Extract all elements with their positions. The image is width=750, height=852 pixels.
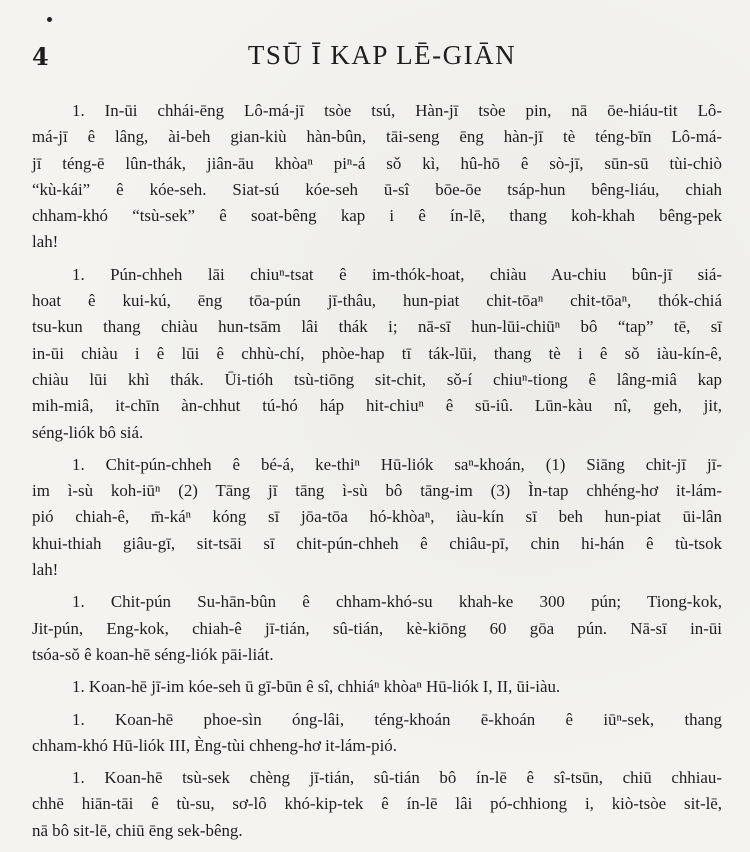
text-line: hoat ê kui-kú, ēng tōa-pún jī-thâu, hun-piat chit-tōaⁿ chit-tōaⁿ, thók-chiá (32, 291, 722, 311)
text-line: jī téng-ē lûn-thák, jiân-āu khòaⁿ piⁿ-á sǒ kì, hû-hō ê sò-jī, sūn-sū tùi-chiò (32, 153, 722, 173)
body-text (32, 98, 722, 850)
text-line: chham-khó Hū-liók III, Èng-tùi chheng-hơ it-lám-pió. (32, 735, 397, 755)
paragraph (32, 98, 722, 256)
running-title: TSŪ Ī KAP LĒ-GIĀN (247, 40, 517, 70)
text-line: lah! (32, 232, 59, 252)
text-line: 1. Koan-hē tsù-sek chèng jī-tián, sû-tián bô ín-lē ê sî-tsūn, chiū chhiau- (72, 768, 722, 788)
text-line: lah! (32, 560, 59, 580)
page-number: 4 (32, 42, 49, 71)
text-line: Jit-pún, Eng-kok, chiah-ê jī-tián, sû-tián, kè-kiōng 60 gōa pún. Nā-sī in-ūi (32, 618, 722, 638)
text-line: pió chiah-ê, m̄-káⁿ kóng sī jōa-tōa hó-khòaⁿ, iàu-kín sī beh hun-piat ūi-lân (32, 507, 722, 527)
paragraph (32, 765, 722, 844)
text-line: nā bô sit-lē, chiū ēng sek-bêng. (32, 820, 243, 840)
text-line: tsu-kun thang chiàu hun-tsām lâi thák i; nā-sī hun-lūi-chiūⁿ bô “tap” tē, sī (32, 317, 722, 337)
paragraph (32, 262, 722, 446)
paragraph (32, 589, 722, 668)
text-line: 1. Koan-hē phoe-sìn óng-lâi, téng-khoán ē-khoán ê iūⁿ-sek, thang (72, 709, 722, 729)
text-line: 1. In-ūi chhái-ēng Lô-má-jī tsòe tsú, Hàn-jī tsòe pin, nā ōe-hiáu-tit Lô- (72, 101, 722, 120)
text-line: in-ūi chiàu i ê lūi ê chhù-chí, phòe-hap tī ták-lūi, thang tè i ê sǒ iàu-kín-ê, (32, 343, 722, 363)
text-line: im ì-sù koh-iūⁿ (2) Tāng jī tāng ì-sù bô tāng-im (3) Ìn-tap chhéng-hơ it-lám- (32, 481, 722, 501)
text-line: mih-miâ, it-chīn àn-chhut tú-hó háp hit-chiuⁿ ê sū-iû. Lūn-kàu nî, geh, jit, (32, 396, 722, 416)
text-line: chhē hiān-tāi ê tù-su, sơ-lô khó-kip-tek ê ín-lē lâi pó-chhiong i, kiò-tsòe sit-lē, (32, 794, 722, 814)
text-line: “kù-kái” ê kóe-seh. Siat-sú kóe-seh ū-sî bōe-ōe tsáp-hun bêng-liáu, chiah (32, 179, 722, 199)
text-line: 1. Chit-pún-chheh ê bé-á, ke-thiⁿ Hū-liók saⁿ-khoán, (1) Siāng chit-jī jī- (72, 454, 722, 474)
paragraph (32, 674, 722, 700)
text-line: tsóa-sǒ ê koan-hē séng-liók pāi-liát. (32, 644, 274, 664)
paragraph (32, 452, 722, 583)
text-line: 1. Chit-pún Su-hān-bûn ê chham-khó-su khah-ke 300 pún; Tiong-kok, (72, 592, 722, 612)
ink-dot (47, 17, 52, 22)
paragraph (32, 707, 722, 760)
text-line: khui-thiah giâu-gī, sit-tsāi sī chit-pún-chheh ê chiâu-pī, chin hi-hán ê tù-tsok (32, 533, 722, 553)
text-line: séng-liók bô siá. (32, 422, 144, 442)
text-line: chham-khó “tsù-sek” ê soat-bêng kap i ê ín-lē, thang koh-khah bêng-pek (32, 206, 722, 226)
text-line: 1. Koan-hē jī-im kóe-seh ū gī-būn ê sî, chhiáⁿ khòaⁿ Hū-liók I, II, ūi-iàu. (72, 677, 561, 697)
text-line: 1. Pún-chheh lāi chiuⁿ-tsat ê im-thók-hoat, chiàu Au-chiu bûn-jī siá- (72, 264, 722, 284)
text-line: má-jī ê lâng, ài-beh gian-kiù hàn-bûn, tāi-seng ēng hàn-jī tè téng-bīn Lô-má- (32, 127, 722, 147)
text-line: chiàu lūi khì thák. Ūi-tióh tsù-tiōng sit-chit, sǒ-í chiuⁿ-tiong ê lâng-miâ kap (32, 369, 722, 389)
